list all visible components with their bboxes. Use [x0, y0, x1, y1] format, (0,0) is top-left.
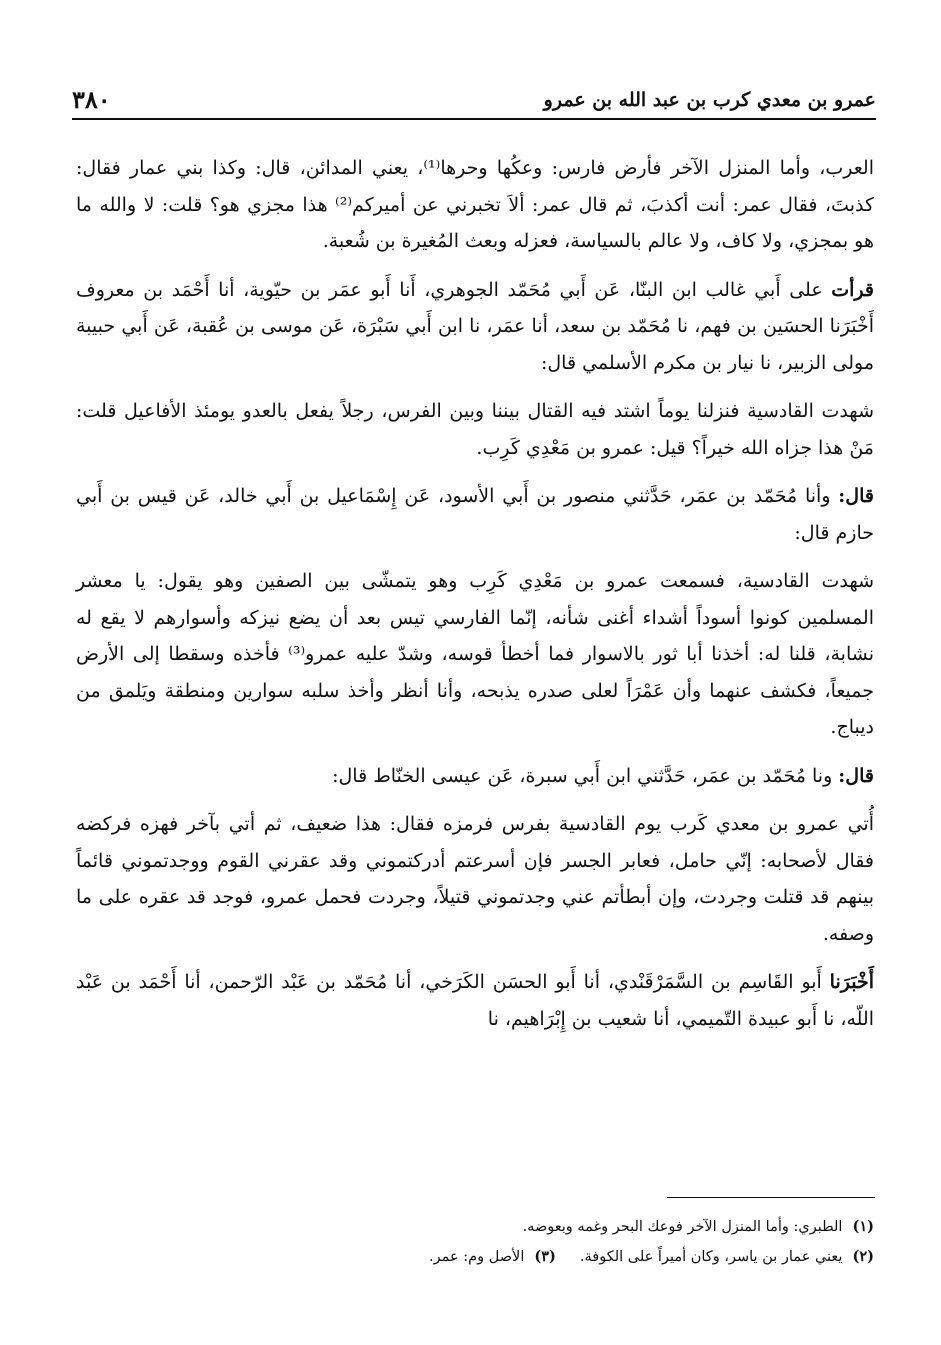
paragraph-lead: قال: [838, 764, 874, 787]
footnote-item [523, 1212, 874, 1242]
paragraph-7 [76, 806, 874, 952]
footnote-number: (١) [852, 1218, 874, 1235]
paragraph-text: العرب، وأما المنزل الآخر فأرض فارس: وعكُها وحرها⁽¹⁾، يعني المدائن، قال: وكذا بني عمار فقال: كذبتَ، فقال عمر: أنت أكذبَ، ثم قال عمر: ألاَ تخبرني عن أميركم⁽²⁾ هذا مجزي هو؟ قلت: لا والله ما هو بمجزي، ولا كاف، ولا عالم بالسياسة، فعزله وبعث المُغيرة بن شُعبة. [76, 157, 875, 252]
paragraph-4 [76, 478, 874, 551]
footnote-number: (٣) [534, 1248, 556, 1265]
paragraph-8 [76, 964, 874, 1037]
paragraph-text: أَبو القَاسِم بن السَّمَرْقَنْدي، أنا أَبو الحسَن الكَرَخي، أنا مُحَمّد بن عَبْد الرّحمن، أنا أَحْمَد بن عَبْد اللّه، نا أَبو عبيدة التّميمي، أنا شعيب بن إِبْرَاهيم، نا [76, 971, 874, 1030]
paragraph-text: وأنا مُحَمّد بن عمَر، حَدَّثني منصور بن أَبي الأسود، عَن إِسْمَاعيل بن أَبي خالد، عَن قيس بن أَبي حازم قال: [76, 485, 874, 544]
paragraph-lead: قرأت [831, 278, 874, 301]
footnote-text: الأصل وم: عمر. [429, 1249, 525, 1265]
paragraph-text: ونا مُحَمّد بن عمَر، حَدَّثني ابن أَبي سبرة، عَن عيسى الخنّاط قال: [332, 764, 839, 787]
body-text [76, 150, 874, 1049]
paragraph-text: على أَبي غالب ابن البنّا، عَن أَبي مُحَمّد الجوهري، أَنا أَبو عمَر بن حيّوية، أنا أَحْمَد بن معروف أَخْبَرَنا الحسَين بن فهم، نا مُحَمّد بن سعد، أنا عمَر، نا ابن أَبي سَبْرَة، عَن موسى بن عُقبة، عَن أَبي حبيبة مولى الزبير، نا نيار بن مكرم الأسلمي قال: [76, 278, 874, 374]
running-title: عمرو بن معدي كرب بن عبد الله بن عمرو [543, 89, 876, 111]
footnote-rule [667, 1197, 875, 1198]
paragraph-lead: أَخْبَرَنا [829, 971, 874, 993]
footnote-item [580, 1242, 874, 1272]
paragraph-lead: قال: [838, 485, 874, 507]
footnote-item [429, 1242, 556, 1272]
paragraph-text: شهدت القادسية فنزلنا يوماً اشتد فيه القتال بيننا وبين الفرس، رجلاً يفعل بالعدو يومئذ الأفاعيل قلت: مَنْ هذا جزاه الله خيراً؟ قيل: عمرو بن مَعْدِي كَرِب. [76, 400, 874, 459]
paragraph-text: أُتي عمرو بن معدي كَرب يوم القادسية بفرس فرمزه فقال: هذا ضعيف، ثم أتي بآخر فهزه فركضه فقال لأصحابه: إنّي حامل، فعابر الجسر فإن أسرعتم أدركتموني وقد عقرني القوم ووجدتموني قائماً بينهم قد قتلت وجردت، وإن أبطأتم عني وجدتموني قتيلاً، وجردت فحمل عمرو، فوجد قد عقره على ما وصفه. [76, 813, 874, 945]
paragraph-3 [76, 393, 874, 466]
footnote-text: يعني عمار بن ياسر، وكان أميراً على الكوفة. [579, 1249, 843, 1265]
footnotes [76, 1212, 874, 1272]
footnote-number: (٢) [852, 1248, 874, 1265]
footnote-text: الطبري: وأما المنزل الآخر فوعك البحر وغمه وبعوضه. [522, 1219, 843, 1235]
header-rule [72, 118, 876, 120]
paragraph-5 [76, 563, 874, 746]
page-header [72, 80, 876, 114]
paragraph-1 [76, 150, 874, 260]
footnote-line-2 [76, 1242, 874, 1272]
paragraph-2 [76, 272, 874, 382]
paragraph-text: شهدت القادسية، فسمعت عمرو بن مَعْدِي كَرِب وهو يتمشّى بين الصفين وهو يقول: يا معشر المسلمين كونوا أسوداً أشداء أغنى شأنه، إنّما الفارسي تيس بعد أن يضع نيزكه وأسوارهم لا يقع له نشابة، قلنا له: أخذنا أبا ثور بالاسوار فما أخطأ قوسه، وشدّ عليه عمرو⁽³⁾ فأخذه وسقطا إلى الأرض جميعاً، فكشف عنهما وأن عَمْرَاً لعلى صدره يذبحه، وأنا أنظر وأخذ سلبه سوارين ومنطقة ويَلمق من ديباج. [76, 570, 874, 738]
paragraph-6 [76, 758, 874, 795]
footnote-line-1 [76, 1212, 874, 1242]
page-number: ٣٨٠ [72, 85, 111, 114]
